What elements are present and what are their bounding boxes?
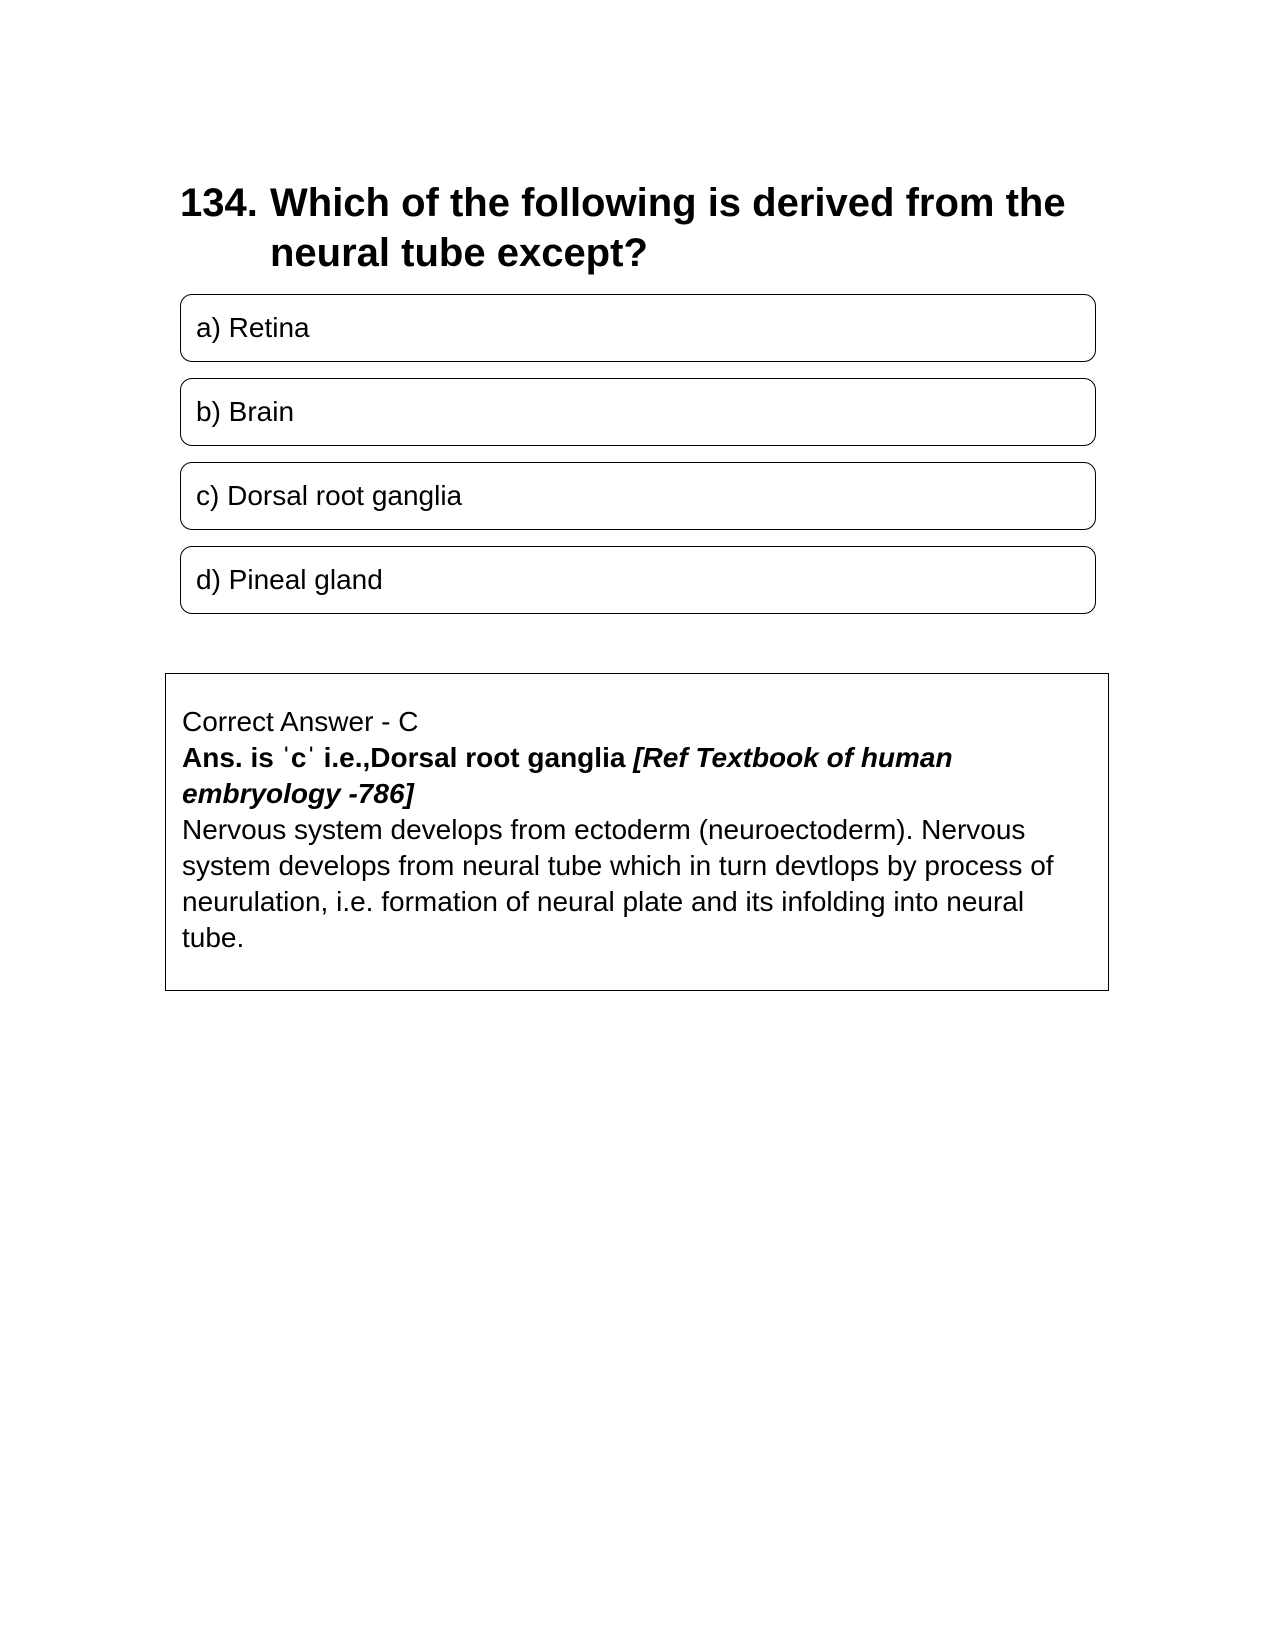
question-text: Which of the following is derived from the neural tube except? (270, 181, 1066, 275)
answer-reference-citation: [Ref Textbook of human embryology -786] (182, 742, 953, 809)
option-d-label: d) Pineal gland (196, 564, 383, 595)
option-b-label: b) Brain (196, 396, 295, 427)
option-a-label: a) Retina (196, 312, 310, 343)
option-a[interactable] (180, 294, 1096, 362)
options-list (180, 294, 1096, 630)
answer-reference-bold: Ans. is ˈcˈ i.e.,Dorsal root ganglia (182, 742, 634, 773)
question-number: 134. (180, 181, 258, 225)
option-c-label: c) Dorsal root ganglia (196, 480, 463, 511)
option-c[interactable] (180, 462, 1096, 530)
correct-answer-title: Correct Answer - C (182, 706, 419, 737)
question-heading (180, 178, 1080, 278)
option-b[interactable] (180, 378, 1096, 446)
answer-box (165, 673, 1109, 991)
option-d[interactable] (180, 546, 1096, 614)
answer-explanation: Nervous system develops from ectoderm (neuroectoderm). Nervous system develops from neural tube which in turn devtlops by process of neurulation, i.e. formation of neural plate and its infolding into neural tube. (182, 814, 1054, 953)
answer-reference (182, 740, 1093, 812)
